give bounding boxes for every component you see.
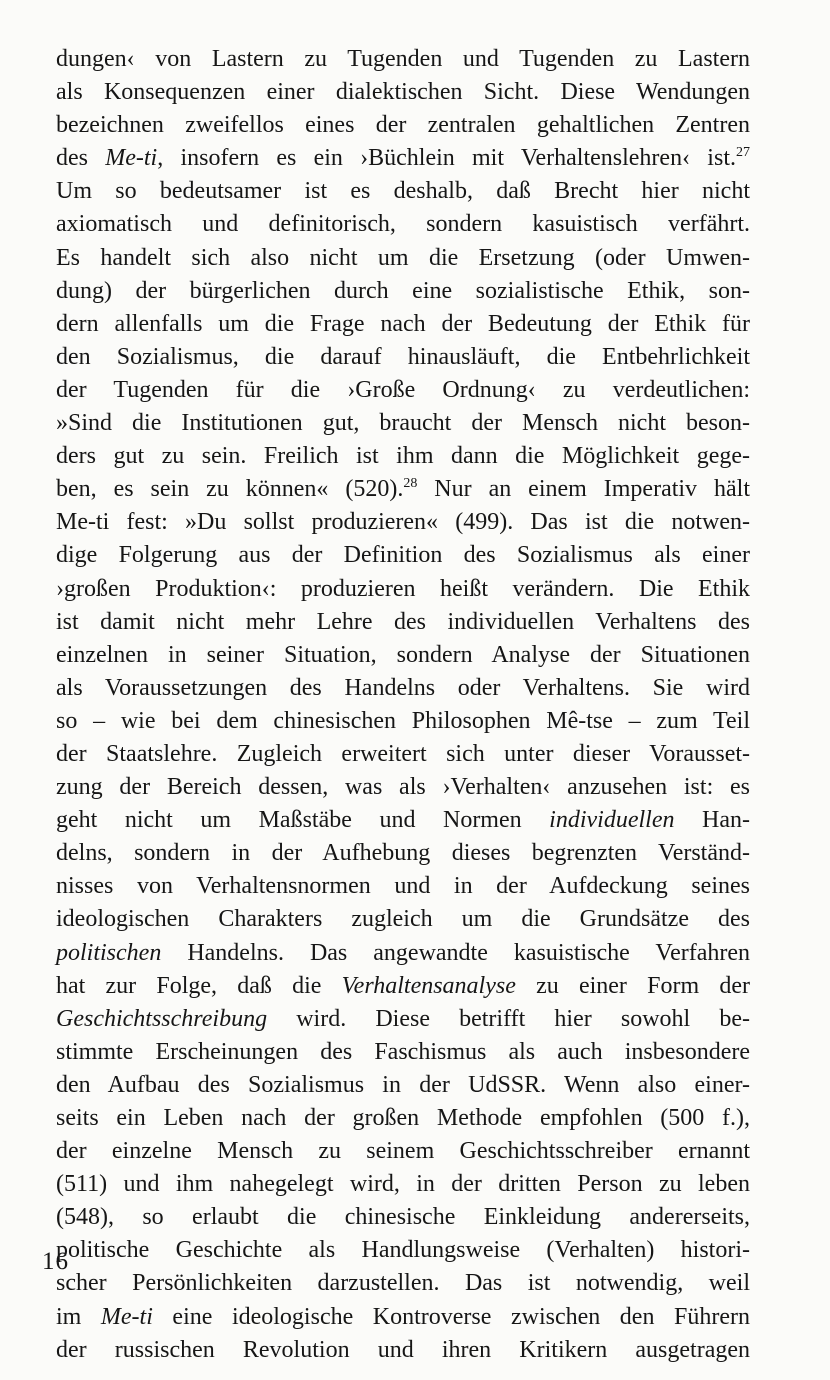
text-line bbox=[56, 374, 750, 407]
text-segment: delns, sondern in der Aufhebung dieses begrenzten Verständ- bbox=[56, 840, 750, 867]
text-line bbox=[56, 1036, 750, 1069]
text-segment: als Konsequenzen einer dialektischen Sicht. Diese Wendungen bbox=[56, 79, 750, 106]
text-line bbox=[56, 308, 750, 341]
text-segment: Es handelt sich also nicht um die Ersetzung (oder Umwen- bbox=[56, 244, 750, 271]
text-segment: dige Folgerung aus der Definition des Sozialismus als einer bbox=[56, 542, 750, 569]
italic-text: Me-ti bbox=[105, 145, 158, 172]
text-segment: ist damit nicht mehr Lehre des individuellen Verhaltens des bbox=[56, 608, 750, 635]
text-segment: des bbox=[56, 145, 106, 172]
page-number: 16 bbox=[42, 1248, 69, 1275]
text-line bbox=[56, 473, 750, 506]
text-line bbox=[56, 76, 750, 109]
text-line bbox=[56, 1301, 750, 1334]
text-line bbox=[56, 1003, 750, 1036]
text-segment: ideologischen Charakters zugleich um die Grundsätze des bbox=[56, 906, 750, 933]
text-line bbox=[56, 43, 750, 76]
text-segment: seits ein Leben nach der großen Methode empfohlen (500 f.), bbox=[56, 1105, 750, 1131]
text-line bbox=[56, 1135, 750, 1168]
text-segment: der Tugenden für die ›Große Ordnung‹ zu verdeutlichen: bbox=[56, 376, 750, 403]
footnote-ref: 28 bbox=[403, 476, 418, 492]
text-segment: einzelnen in seiner Situation, sondern Analyse der Situationen bbox=[56, 641, 750, 668]
text-segment: dung) der bürgerlichen durch eine sozialistische Ethik, son- bbox=[56, 277, 750, 304]
text-segment: Han- bbox=[674, 807, 750, 834]
text-line bbox=[56, 1267, 750, 1300]
text-line bbox=[56, 506, 750, 539]
text-line bbox=[56, 1168, 750, 1201]
text-segment: scher Persönlichkeiten darzustellen. Das ist notwendig, weil bbox=[56, 1270, 750, 1297]
text-line bbox=[56, 242, 750, 275]
text-line bbox=[56, 1102, 750, 1135]
footnote-ref: 27 bbox=[735, 145, 750, 161]
text-line bbox=[56, 837, 750, 870]
text-line bbox=[56, 407, 750, 440]
text-line bbox=[56, 1201, 750, 1234]
text-line bbox=[56, 903, 750, 936]
text-segment: zu einer Form der bbox=[515, 972, 750, 999]
text-line bbox=[56, 341, 750, 374]
italic-text: Me-ti bbox=[100, 1303, 153, 1330]
text-line bbox=[56, 639, 750, 672]
text-segment: nisses von Verhaltensnormen und in der Aufdeckung seines bbox=[56, 873, 750, 900]
text-segment: der Staatslehre. Zugleich erweitert sich unter dieser Vorausset- bbox=[56, 740, 750, 767]
text-line bbox=[56, 771, 750, 804]
text-line bbox=[56, 705, 750, 738]
text-line bbox=[56, 1234, 750, 1267]
text-line bbox=[56, 275, 750, 308]
text-line bbox=[56, 175, 750, 208]
text-line bbox=[56, 870, 750, 903]
text-line bbox=[56, 109, 750, 142]
text-segment: politische Geschichte als Handlungsweise (Verhalten) histori- bbox=[56, 1237, 750, 1264]
text-segment: den Sozialismus, die darauf hinausläuft, die Entbehrlichkeit bbox=[56, 343, 750, 370]
text-segment: den Aufbau des Sozialismus in der UdSSR. Wenn also einer- bbox=[56, 1071, 750, 1098]
text-segment: (511) und ihm nahegelegt wird, in der dritten Person zu leben bbox=[56, 1171, 750, 1198]
text-line bbox=[56, 208, 750, 241]
text-segment: Nur an einem Imperativ hält bbox=[417, 476, 750, 503]
text-segment: axiomatisch und definitorisch, sondern kasuistisch verfährt. bbox=[56, 211, 750, 238]
text-line bbox=[56, 142, 750, 175]
text-segment: »Sind die Institutionen gut, braucht der Mensch nicht beson- bbox=[56, 410, 750, 437]
text-segment: geht nicht um Maßstäbe und Normen bbox=[56, 807, 550, 834]
text-segment: dungen‹ von Lastern zu Tugenden und Tugenden zu Lastern bbox=[56, 46, 750, 72]
text-line bbox=[56, 738, 750, 771]
text-segment: ›großen Produktion‹: produzieren heißt verändern. Die Ethik bbox=[56, 575, 750, 602]
text-segment: Um so bedeutsamer ist es deshalb, daß Brecht hier nicht bbox=[56, 178, 750, 205]
text-segment: als Voraussetzungen des Handelns oder Verhaltens. Sie wird bbox=[56, 674, 750, 701]
text-segment: wird. Diese betrifft hier sowohl be- bbox=[267, 1005, 750, 1032]
text-segment: Handelns. Das angewandte kasuistische Verfahren bbox=[161, 939, 750, 966]
text-line bbox=[56, 1069, 750, 1102]
text-line bbox=[56, 606, 750, 639]
text-segment: zung der Bereich dessen, was als ›Verhalten‹ anzusehen ist: es bbox=[56, 774, 750, 801]
text-segment: stimmte Erscheinungen des Faschismus als auch insbesondere bbox=[56, 1038, 750, 1065]
text-segment: eine ideologische Kontroverse zwischen den Führern bbox=[152, 1303, 750, 1330]
text-line bbox=[56, 937, 750, 970]
text-segment: so – wie bei dem chinesischen Philosophen Mê-tse – zum Teil bbox=[56, 707, 750, 734]
text-line bbox=[56, 573, 750, 606]
text-line bbox=[56, 1334, 750, 1367]
text-segment: ders gut zu sein. Freilich ist ihm dann die Möglichkeit gege- bbox=[56, 443, 750, 470]
text-line bbox=[56, 440, 750, 473]
text-segment: dern allenfalls um die Frage nach der Bedeutung der Ethik für bbox=[56, 310, 750, 337]
italic-text: Verhaltensanalyse bbox=[341, 972, 516, 999]
text-line bbox=[56, 804, 750, 837]
text-segment: Me-ti fest: »Du sollst produzieren« (499). Das ist die notwen- bbox=[56, 509, 750, 536]
text-line bbox=[56, 539, 750, 572]
text-segment: hat zur Folge, daß die bbox=[56, 972, 342, 999]
text-line bbox=[56, 970, 750, 1003]
body-text bbox=[56, 43, 750, 1367]
italic-text: politischen bbox=[56, 939, 162, 966]
text-segment: ben, es sein zu können« (520). bbox=[56, 476, 404, 503]
text-segment: (548), so erlaubt die chinesische Einkleidung andererseits, bbox=[56, 1204, 750, 1231]
text-line bbox=[56, 672, 750, 705]
italic-text: individuellen bbox=[549, 807, 675, 834]
text-segment: der einzelne Mensch zu seinem Geschichtsschreiber ernannt bbox=[56, 1138, 750, 1165]
italic-text: Geschichtsschreibung bbox=[56, 1005, 268, 1032]
text-segment: der russischen Revolution und ihren Kritikern ausgetragen bbox=[56, 1336, 750, 1363]
text-segment: im bbox=[56, 1303, 101, 1330]
text-segment: , insofern es ein ›Büchlein mit Verhaltenslehren‹ ist. bbox=[157, 145, 736, 172]
text-segment: bezeichnen zweifellos eines der zentralen gehaltlichen Zentren bbox=[56, 112, 750, 139]
